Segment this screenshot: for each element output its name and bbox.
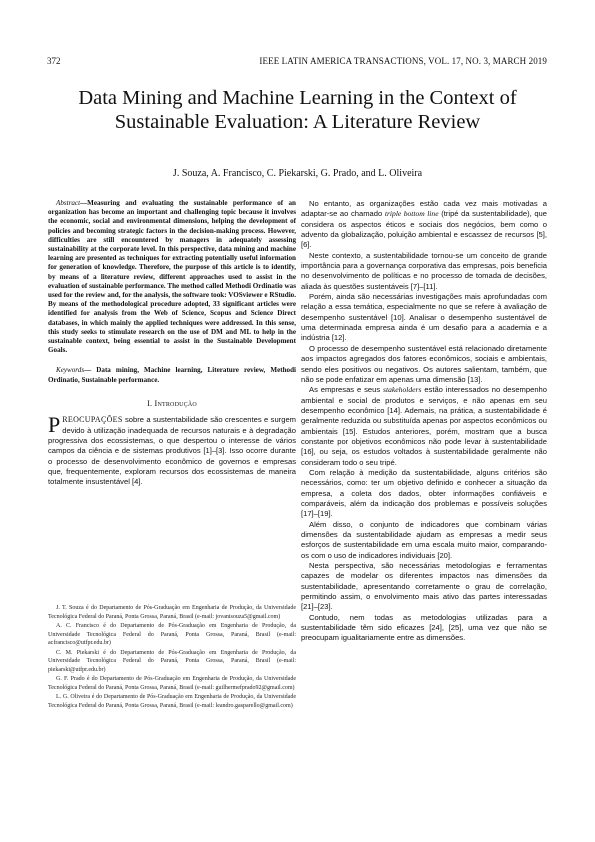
section-heading: [48, 399, 296, 409]
footnote: G. F. Prado é do Departamento de Pós-Graduação em Engenharia de Produção, da Universidade Tecnológica Federal do Paraná, Ponta Grossa, Paraná, Brasil (e-mail: guilhermefprado92@gmail.com): [48, 676, 296, 691]
paper-title: Data Mining and Machine Learning in the Context of Sustainable Evaluation: A Literature Review: [78, 87, 517, 133]
page-number: 372: [47, 56, 61, 66]
author-footnotes: [48, 604, 296, 711]
paragraph: Contudo, nem todas as metodologias utilizadas para a sustentabilidade têm sido eficazes [24], [25], uma vez que não se preocupam igualitariamente entre as dimensões.: [301, 612, 547, 643]
author-list: J. Souza, A. Francisco, C. Piekarski, G. Prado, and L. Oliveira: [172, 168, 423, 179]
paragraph-text: As empresas e seus: [309, 385, 384, 395]
paragraph: Neste contexto, a sustentabilidade tornou-se um conceito de grande importância para a governança corporativa das empresas, pois beneficia no desenvolvimento de políticas e no processo de tomada de decisões, aliada às questões sustentáveis [7]–[11].: [301, 250, 547, 291]
section-number: I.: [147, 398, 153, 408]
paragraph-text: (tripé da sustentabilidade), que considera os aspectos éticos e sociais dos negócios, bem como o advento da globalização, poluição ambiental e escassez de recursos [5], [6].: [301, 209, 547, 250]
paragraph: Com relação à medição da sustentabilidade, alguns critérios são necessários, como: ter um objetivo definido e conhecer a situação da empresa, a coleta dos dados, obter informações confiáveis e comparáveis, além da indicação dos problemas e possíveis soluções [17]–[19].: [301, 467, 547, 519]
right-column: [301, 199, 547, 644]
left-column: [48, 199, 296, 488]
abstract-body: —Measuring and evaluating the sustainable performance of an organization has become an important and challenging topic because it involves the economic, social and environmental dimensions, helping the development of policies and becoming strategic factors in the decision-making process. However, difficulties are still encountered by managers in adequately assessing sustainability at the corporate level. In this perspective, data mining and machine learning are presented as techniques for extracting potentially useful information for generation of knowledge. Therefore, the purpose of this article is to identify, by means of a literature review, different approaches used to assist in the evaluation of sustainable performance. The method called Methodi Ordinatio was used for the review and, for the analysis, the software took: VOSviewer e RStudio. By means of the methodological procedure adopted, 33 significant articles were identified for analysis from the Web of Science, Scopus and Science Direct databases, in which mainly the applied techniques were addressed. In this sense, this study seeks to stimulate research on the use of DM and ML to help in the sustainable context, being essential to assist in the Sustainable Development Goals.: [48, 199, 296, 355]
keywords-body: — Data mining, Machine learning, Literature review, Methodi Ordinatio, Sustainable performance.: [48, 366, 296, 384]
paragraph: [301, 199, 547, 251]
drop-cap: P: [48, 412, 61, 438]
italic-term: stakeholders: [383, 385, 422, 395]
paragraph-text: No entanto, as organizações estão cada vez mais motivadas a adaptar-se ao chamado: [301, 199, 547, 219]
paragraph-text: estão interessados no desempenho ambiental e social de produtos e serviços, e não apenas em seu desempenho econômico [14]. Ademais, na prática, a sustentabilidade é geralmente reduzida ou substituída apenas por aspectos econômicos ou ambientais [15]. Estudos anteriores, porém, mostram que a busca constante por objetivos econômicos não pode levar à sustentabilidade [16], ou seja, os estudos voltados à sustentabilidade geralmente não consideram todo o seu tripé.: [301, 385, 547, 467]
paragraph: O processo de desempenho sustentável está relacionado diretamente aos impactos agregados dos fatores econômicos, sociais e ambientais, sendo eles positivos ou negativos. Os autores salientam, também, que não se pode enfatizar em apenas uma dimensão [13].: [301, 343, 547, 384]
intro-paragraph: [48, 412, 296, 487]
running-header: IEEE LATIN AMERICA TRANSACTIONS, VOL. 17, NO. 3, MARCH 2019: [259, 56, 547, 66]
footnote: L. G. Oliveira é do Departamento de Pós-Graduação em Engenharia de Produção, da Universidade Tecnológica Federal do Paraná, Ponta Grossa, Paraná, Brasil (e-mail: leandro.gasparello@gmail.com): [48, 694, 296, 709]
paragraph: [301, 385, 547, 468]
abstract: [48, 199, 296, 355]
footnote: C. M. Piekarski é do Departamento de Pós-Graduação em Engenharia de Produção, da Universidade Tecnológica Federal do Paraná, Ponta Grossa, Paraná, Brasil (e-mail: piekarski@utfpr.edu.br): [48, 649, 296, 673]
paragraph: Porém, ainda são necessárias investigações mais aprofundadas com relação a essa temática, especialmente no que se refere à avaliação de desempenho sustentável [10]. Analisar o desempenho sustentável de uma determinada empresa ainda é um desafio para a academia e a indústria [12].: [301, 292, 547, 343]
footnote: J. T. Souza é do Departamento de Pós-Graduação em Engenharia de Produção, da Universidade Tecnológica Federal do Paraná, Ponta Grossa, Paraná, Brasil (e-mail: jovanisouza5@gmail.com): [48, 605, 296, 620]
intro-text: sobre a sustentabilidade são crescentes e surgem devido à utilização inadequada de recursos naturais e à degradação progressiva dos ecossistemas, o que despertou o interesse de vários campos da ciência e de sistemas produtivos [1]–[3]. Isso ocorre durante o processo de desenvolvimento econômico de governos e empresas que, frequentemente, exploram recursos dos ecossistemas de maneira totalmente insustentável [4].: [48, 415, 296, 487]
intro-caps: REOCUPAÇÕES: [62, 415, 123, 425]
italic-term: triple bottom line: [384, 209, 439, 219]
abstract-lead: Abstract: [56, 199, 81, 207]
paragraph: Nesta perspectiva, são necessárias metodologias e ferramentas capazes de modelar os diferentes impactos nas dimensões da sustentabilidade, apresentando corretamente o grau de correlação, permitindo assim, o envolvimento mais ativo das partes interessadas [21]–[23].: [301, 561, 547, 612]
section-title: Introdução: [154, 398, 197, 408]
footnote: A. C. Francisco é do Departamento de Pós-Graduação em Engenharia de Produção, da Universidade Tecnológica Federal do Paraná, Ponta Grossa, Paraná, Brasil (e-mail: acfrancisco@utfpr.edu.br): [48, 623, 296, 646]
keywords-lead: Keywords: [56, 366, 85, 375]
paragraph: Além disso, o conjunto de indicadores que combinam várias dimensões da sustentabilidade ajudam as empresas a medir seus esforços de sustentabilidade em uma escala muito maior, comparando-os com o uso de indicadores individuais [20].: [301, 519, 547, 560]
keywords: [48, 366, 296, 384]
